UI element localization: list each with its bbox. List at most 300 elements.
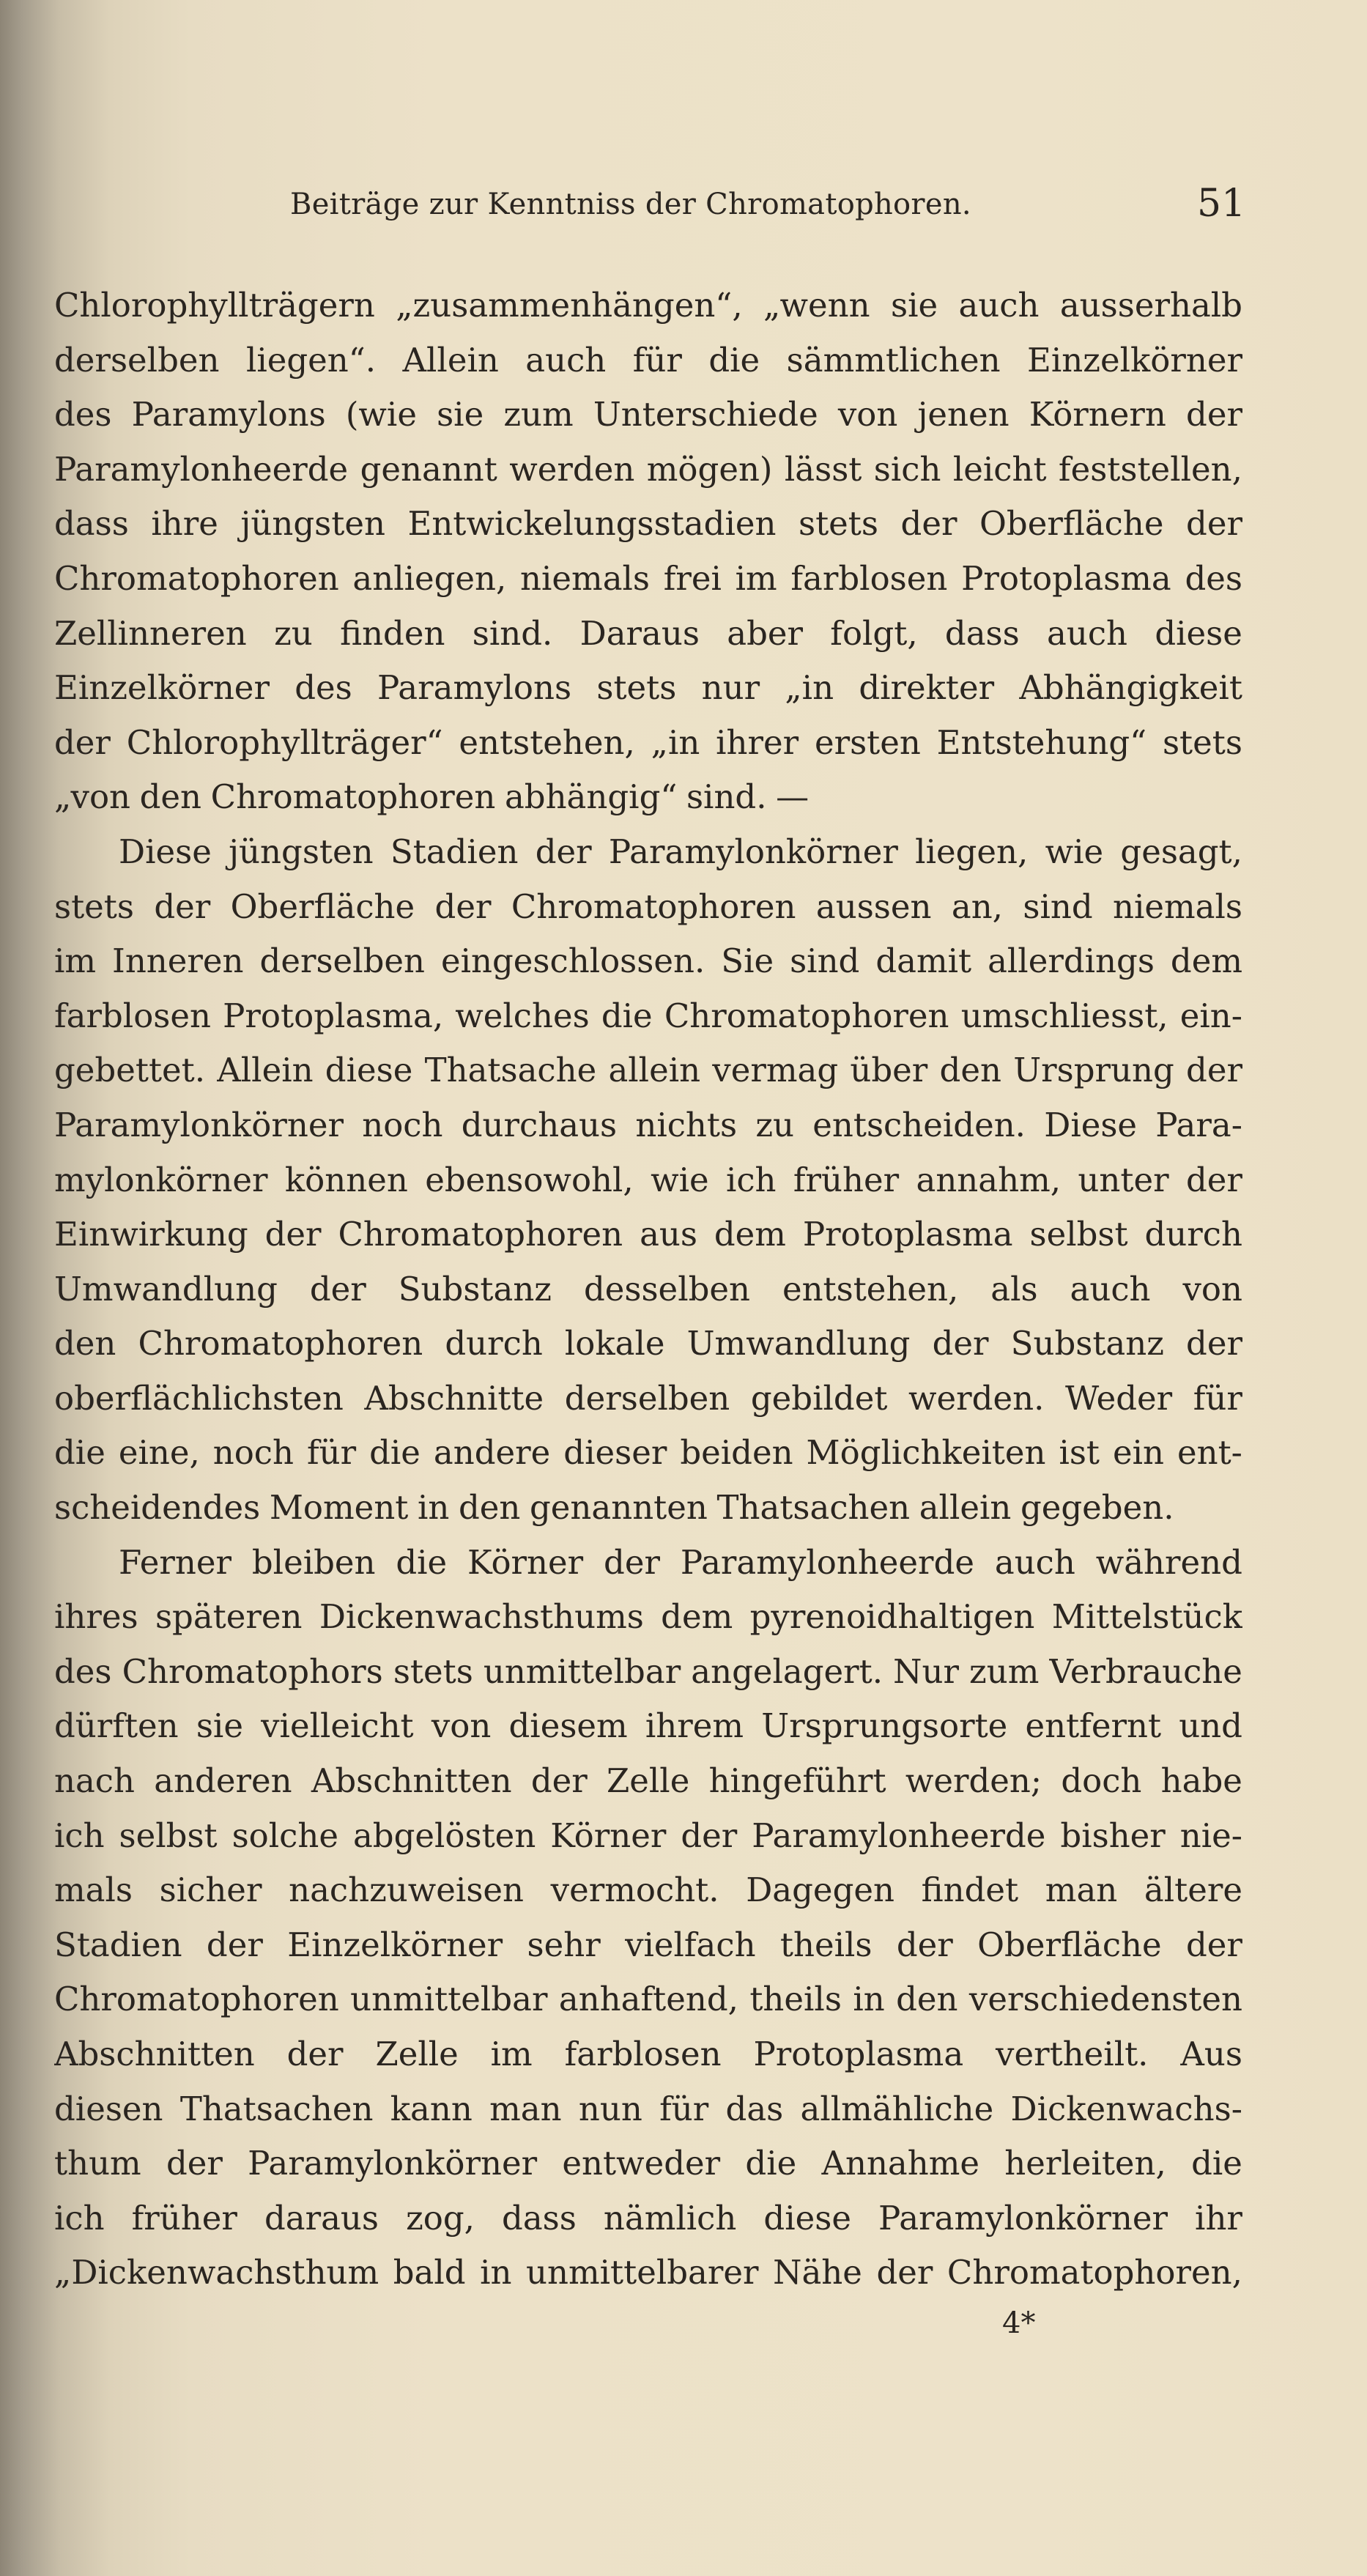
word: ein- xyxy=(1179,996,1242,1035)
word: lässt xyxy=(784,449,862,489)
word: Sie xyxy=(721,941,774,981)
word: Paramylonheerde xyxy=(54,449,349,489)
word: „zusammenhängen“, xyxy=(396,286,743,325)
word: ihre xyxy=(151,504,218,544)
word: genannten xyxy=(529,1488,708,1528)
word: Entwickelungsstadien xyxy=(407,504,777,544)
word: Möglichkeiten xyxy=(806,1433,1046,1473)
word: Chromatophoren xyxy=(511,887,796,926)
word: Diese xyxy=(119,832,212,871)
word: auch xyxy=(525,340,607,380)
word: mögen) xyxy=(646,449,773,489)
word: zum xyxy=(503,395,574,434)
word: sind xyxy=(1023,887,1093,926)
word: früher xyxy=(131,2198,237,2238)
word: der xyxy=(932,1324,989,1363)
word: Abschnitten xyxy=(311,1761,512,1801)
word: theils xyxy=(779,1925,873,1964)
word: mylonkörner xyxy=(54,1160,268,1199)
word: Abschnitte xyxy=(364,1378,544,1418)
word: abgelösten xyxy=(352,1816,536,1855)
word: Oberfläche xyxy=(977,1925,1162,1964)
word: Körner xyxy=(550,1816,667,1855)
word: durch xyxy=(445,1324,543,1363)
word: Chlorophyllträger“ xyxy=(126,722,443,762)
word: Paramylonkörner xyxy=(248,2144,538,2183)
word: farblosen xyxy=(54,996,211,1035)
text-line xyxy=(54,1426,1242,1481)
word: angelagert. xyxy=(691,1651,883,1691)
word: Thatsachen xyxy=(179,2089,374,2128)
word: „in xyxy=(651,722,700,762)
word: damit xyxy=(875,941,972,981)
word: Ursprungsorte xyxy=(761,1706,1008,1746)
word: den xyxy=(54,1324,116,1363)
word: die xyxy=(1191,2144,1242,2183)
word: Entstehung“ xyxy=(936,722,1147,762)
word: die xyxy=(708,340,760,380)
word: den xyxy=(139,777,202,817)
word: Chromatophoren xyxy=(664,996,949,1035)
word: allerdings xyxy=(988,941,1155,981)
word: zog, xyxy=(406,2198,475,2238)
word: man xyxy=(1045,1870,1118,1910)
text-line xyxy=(54,1645,1242,1700)
word: Paramylonkörner xyxy=(54,1105,344,1144)
word: der xyxy=(309,1269,366,1309)
word: mals xyxy=(54,1870,133,1910)
word: Paramylons xyxy=(377,668,572,708)
word: noch xyxy=(212,1433,294,1473)
word: Protoplasma xyxy=(753,2035,964,2073)
word: der xyxy=(206,1925,263,1964)
word: des xyxy=(54,1651,112,1691)
word: habe xyxy=(1160,1761,1242,1801)
word: der xyxy=(286,2035,344,2073)
word: „wenn xyxy=(763,286,870,325)
word: Protoplasma xyxy=(802,1215,1013,1254)
text-line xyxy=(54,443,1242,497)
word: Paramylonkörner xyxy=(608,832,898,871)
word: der xyxy=(1186,1051,1242,1090)
word: ihrem xyxy=(645,1706,744,1746)
word: in xyxy=(417,1488,450,1528)
word: Dickenwachs- xyxy=(1010,2089,1242,2128)
word: sind. xyxy=(686,777,767,817)
word: Protoplasma, xyxy=(223,996,444,1035)
word: wie xyxy=(651,1160,709,1199)
word: durch xyxy=(1144,1215,1242,1254)
word: kann xyxy=(390,2089,473,2128)
word: und xyxy=(1179,1706,1242,1746)
word: aussen xyxy=(815,887,932,926)
word: der xyxy=(166,2144,223,2183)
word: der xyxy=(900,504,957,544)
word: „in xyxy=(785,668,834,708)
word: hingeführt xyxy=(708,1761,886,1801)
word: der xyxy=(1185,1160,1242,1199)
word: Einwirkung xyxy=(54,1215,248,1254)
word: Paramylonheerde xyxy=(752,1816,1046,1855)
text-line xyxy=(54,1098,1242,1153)
text-line xyxy=(54,607,1242,662)
word: Para- xyxy=(1155,1105,1242,1144)
word: Unterschiede xyxy=(593,395,818,434)
word: sie xyxy=(196,1706,243,1746)
word: direkter xyxy=(859,668,995,708)
word: Einzelkörner xyxy=(287,1925,503,1964)
word: für xyxy=(632,340,682,380)
word: dürften xyxy=(54,1706,179,1746)
word: Chromatophoren xyxy=(54,558,339,598)
word: sicher xyxy=(159,1870,262,1910)
word: Paramylonheerde xyxy=(680,1542,975,1582)
word: Daraus xyxy=(579,613,700,653)
word: Verbrauche xyxy=(1049,1651,1242,1691)
word: Chromatophors xyxy=(122,1651,383,1691)
word: jenen xyxy=(917,395,1009,434)
word: der xyxy=(896,1925,953,1964)
word: genannt xyxy=(360,449,497,489)
word: noch xyxy=(362,1105,443,1144)
word: oberflächlichsten xyxy=(54,1378,344,1418)
word: für xyxy=(659,2089,709,2128)
text-line xyxy=(54,1863,1242,1918)
text-line xyxy=(54,2191,1242,2246)
word: ersten xyxy=(814,722,921,762)
word: werden xyxy=(509,449,635,489)
word: Körner xyxy=(467,1542,584,1582)
word: in xyxy=(853,1980,885,2019)
word: Chlorophyllträgern xyxy=(54,286,375,325)
word: dass xyxy=(944,613,1020,653)
word: doch xyxy=(1061,1761,1142,1801)
text-line xyxy=(54,1043,1242,1098)
word: ihrer xyxy=(716,722,799,762)
word: gesagt, xyxy=(1120,832,1242,871)
word: sind xyxy=(790,941,860,981)
word: derselben xyxy=(564,1378,730,1418)
word: diese xyxy=(325,1051,413,1090)
word: lokale xyxy=(564,1324,665,1363)
word: unmittelbar xyxy=(483,1651,681,1691)
word: dass xyxy=(502,2198,577,2238)
text-line xyxy=(54,1481,1242,1536)
word: an, xyxy=(951,887,1003,926)
word: der xyxy=(434,887,492,926)
word: den xyxy=(939,1051,1001,1090)
text-line xyxy=(54,1317,1242,1372)
word: Abhängigkeit xyxy=(1019,668,1242,708)
word: ihr xyxy=(1195,2198,1242,2238)
word: ich xyxy=(54,2198,105,2238)
text-line xyxy=(54,1754,1242,1809)
text-line xyxy=(54,770,1242,825)
word: man xyxy=(489,2089,562,2128)
word: von xyxy=(431,1706,492,1746)
word: Annahme xyxy=(821,2144,980,2183)
word: (wie xyxy=(345,395,417,434)
word: können xyxy=(284,1160,408,1199)
text-line xyxy=(54,1972,1242,2027)
word: Chromatophoren xyxy=(54,1980,339,2019)
word: sind. xyxy=(472,613,553,653)
word: solche xyxy=(231,1816,338,1855)
text-line xyxy=(54,1153,1242,1208)
text-line xyxy=(54,989,1242,1044)
word: der xyxy=(530,1761,588,1801)
text-line xyxy=(54,2027,1242,2082)
word: vielfach xyxy=(625,1925,756,1964)
text-line xyxy=(54,388,1242,443)
word: von xyxy=(1182,1269,1242,1309)
word: früher xyxy=(793,1160,900,1199)
word: bleiben xyxy=(251,1542,376,1582)
word: desselben xyxy=(583,1269,751,1309)
word: der xyxy=(1186,395,1242,434)
word: das xyxy=(725,2089,784,2128)
word: ich xyxy=(54,1816,105,1855)
word: andere xyxy=(433,1433,551,1473)
word: auch xyxy=(1047,613,1128,653)
word: allmähliche xyxy=(800,2089,994,2128)
text-line xyxy=(54,2082,1242,2137)
word: liegen, xyxy=(915,832,1029,871)
word: ein xyxy=(1112,1433,1164,1473)
word: niemals xyxy=(520,558,651,598)
running-head: Beiträge zur Kenntniss der Chromatophoren. xyxy=(290,188,971,221)
word: Einzelkörner xyxy=(1027,340,1242,380)
word: folgt, xyxy=(830,613,918,653)
word: werden. xyxy=(908,1378,1045,1418)
text-line xyxy=(54,1590,1242,1645)
word: niemals xyxy=(1113,887,1242,926)
word: nichts xyxy=(635,1105,738,1144)
word: zum xyxy=(969,1651,1040,1691)
word: Weder xyxy=(1065,1378,1173,1418)
word: sehr xyxy=(527,1925,601,1964)
word: nachzuweisen xyxy=(289,1870,525,1910)
word: im xyxy=(54,941,97,981)
word: nur xyxy=(701,668,760,708)
word: entfernt xyxy=(1025,1706,1162,1746)
word: die xyxy=(745,2144,797,2183)
word: die xyxy=(396,1542,448,1582)
word: ihres xyxy=(54,1597,138,1637)
text-line xyxy=(54,278,1242,333)
word: Stadien xyxy=(390,832,519,871)
word: unter xyxy=(1078,1160,1169,1199)
word: diese xyxy=(763,2198,851,2238)
word: die xyxy=(601,996,653,1035)
word: dem xyxy=(1170,941,1242,981)
word: unmittelbarer xyxy=(526,2253,759,2292)
signature-mark: 4* xyxy=(1002,2306,1036,2340)
page-header xyxy=(0,182,1367,233)
text-line xyxy=(54,333,1242,388)
word: Diese xyxy=(1044,1105,1138,1144)
word: ist xyxy=(1059,1433,1100,1473)
word: des xyxy=(294,668,352,708)
word: auch xyxy=(1070,1269,1151,1309)
word: der xyxy=(1185,1925,1242,1964)
word: Umwandlung xyxy=(54,1269,278,1309)
word: leicht xyxy=(952,449,1047,489)
word: jüngsten xyxy=(229,832,374,871)
word: Substanz xyxy=(398,1269,552,1309)
word: verschiedensten xyxy=(968,1980,1242,2019)
word: diesen xyxy=(54,2089,163,2128)
word: ich xyxy=(725,1160,777,1199)
word: sie xyxy=(890,286,938,325)
word: „von xyxy=(54,777,131,817)
text-line xyxy=(54,1809,1242,1864)
word: auch xyxy=(994,1542,1075,1582)
text-line xyxy=(54,2136,1242,2191)
word: unmittelbar xyxy=(350,1980,548,2019)
text-line xyxy=(54,661,1242,716)
word: zu xyxy=(755,1105,795,1144)
word: des xyxy=(1185,558,1242,598)
word: farblosen xyxy=(790,558,948,598)
word: aus xyxy=(640,1215,697,1254)
word: vielleicht xyxy=(261,1706,414,1746)
text-line xyxy=(54,497,1242,552)
word: entscheiden. xyxy=(812,1105,1026,1144)
word: findet xyxy=(921,1870,1019,1910)
word: den xyxy=(458,1488,521,1528)
word: Einzelkörner xyxy=(54,668,270,708)
word: Zelle xyxy=(375,2035,459,2073)
word: als xyxy=(990,1269,1038,1309)
word: stets xyxy=(596,668,677,708)
word: Allein xyxy=(217,1051,314,1090)
word: Stadien xyxy=(54,1925,182,1964)
word: anhaftend, xyxy=(558,1980,738,2019)
word: vermocht. xyxy=(550,1870,719,1910)
word: ausserhalb xyxy=(1059,286,1242,325)
word: diese xyxy=(1155,613,1242,653)
word: dieser xyxy=(563,1433,667,1473)
word: nie- xyxy=(1179,1816,1242,1855)
word: Substanz xyxy=(1010,1324,1164,1363)
text-line xyxy=(54,1262,1242,1317)
word: Dickenwachsthums xyxy=(319,1597,644,1637)
word: den xyxy=(896,1980,958,2019)
word: durchaus xyxy=(461,1105,618,1144)
word: der xyxy=(535,832,592,871)
text-line xyxy=(54,934,1242,989)
word: Chromatophoren xyxy=(338,1215,623,1254)
word: entweder xyxy=(562,2144,721,2183)
word: Nur xyxy=(893,1651,959,1691)
word: aber xyxy=(727,613,804,653)
word: vertheilt. xyxy=(996,2035,1149,2073)
word: Ferner xyxy=(119,1542,232,1582)
word: sich xyxy=(873,449,941,489)
word: Oberfläche xyxy=(230,887,415,926)
word: nach xyxy=(54,1761,135,1801)
word: späteren xyxy=(155,1597,303,1637)
word: im xyxy=(490,2035,533,2073)
word: sämmtlichen xyxy=(786,340,1001,380)
word: scheidendes xyxy=(54,1488,261,1528)
word: Mittelstück xyxy=(1051,1597,1242,1637)
word: Inneren xyxy=(112,941,244,981)
word: selbst xyxy=(1029,1215,1128,1254)
word: Chromatophoren xyxy=(210,777,496,817)
word: auch xyxy=(958,286,1040,325)
text-line xyxy=(54,1536,1242,1591)
text-line xyxy=(54,1207,1242,1262)
word: der xyxy=(1186,504,1242,544)
word: annahm, xyxy=(916,1160,1062,1199)
word: Allein xyxy=(402,340,499,380)
word: der xyxy=(876,2253,933,2292)
page-number: 51 xyxy=(1197,182,1246,226)
word: farblosen xyxy=(564,2035,722,2073)
word: für xyxy=(306,1433,357,1473)
word: gegeben. xyxy=(1020,1488,1174,1528)
word: Dagegen xyxy=(746,1870,894,1910)
word: — xyxy=(776,777,810,817)
word: Umwandlung xyxy=(686,1324,911,1363)
word: sie xyxy=(437,395,484,434)
word: theils xyxy=(749,1980,842,2019)
word: dass xyxy=(54,504,129,544)
word: allein xyxy=(608,1051,701,1090)
word: die xyxy=(54,1433,105,1473)
word: finden xyxy=(340,613,445,653)
word: Chromatophoren xyxy=(138,1324,423,1363)
word: Ursprung xyxy=(1013,1051,1174,1090)
word: entstehen, xyxy=(782,1269,959,1309)
word: allein xyxy=(919,1488,1012,1528)
word: jüngsten xyxy=(240,504,385,544)
text-line xyxy=(54,2246,1242,2301)
word: feststellen, xyxy=(1058,449,1242,489)
word: Paramylons xyxy=(131,395,326,434)
word: Oberfläche xyxy=(979,504,1164,544)
word: Moment xyxy=(269,1488,409,1528)
text-line xyxy=(54,1372,1242,1426)
word: Chromatophoren, xyxy=(946,2253,1242,2292)
word: anliegen, xyxy=(352,558,507,598)
text-line xyxy=(54,880,1242,935)
word: selbst xyxy=(119,1816,218,1855)
word: eine, xyxy=(118,1433,200,1473)
word: vermag xyxy=(712,1051,839,1090)
word: eingeschlossen. xyxy=(440,941,705,981)
word: bald xyxy=(393,2253,466,2292)
word: „Dickenwachsthum xyxy=(54,2253,379,2292)
text-line xyxy=(54,825,1242,880)
word: zu xyxy=(274,613,313,653)
word: stets xyxy=(799,504,878,544)
word: bisher xyxy=(1060,1816,1166,1855)
word: thum xyxy=(54,2144,141,2183)
word: der xyxy=(54,722,111,762)
word: für xyxy=(1193,1378,1242,1418)
body-text xyxy=(54,278,1242,2301)
word: Thatsachen xyxy=(716,1488,911,1528)
word: der xyxy=(154,887,211,926)
word: der xyxy=(1186,1324,1242,1363)
word: Abschnitten xyxy=(54,2035,255,2073)
word: wie xyxy=(1045,832,1104,871)
word: abhängig“ xyxy=(504,777,678,817)
text-line xyxy=(54,1699,1242,1754)
